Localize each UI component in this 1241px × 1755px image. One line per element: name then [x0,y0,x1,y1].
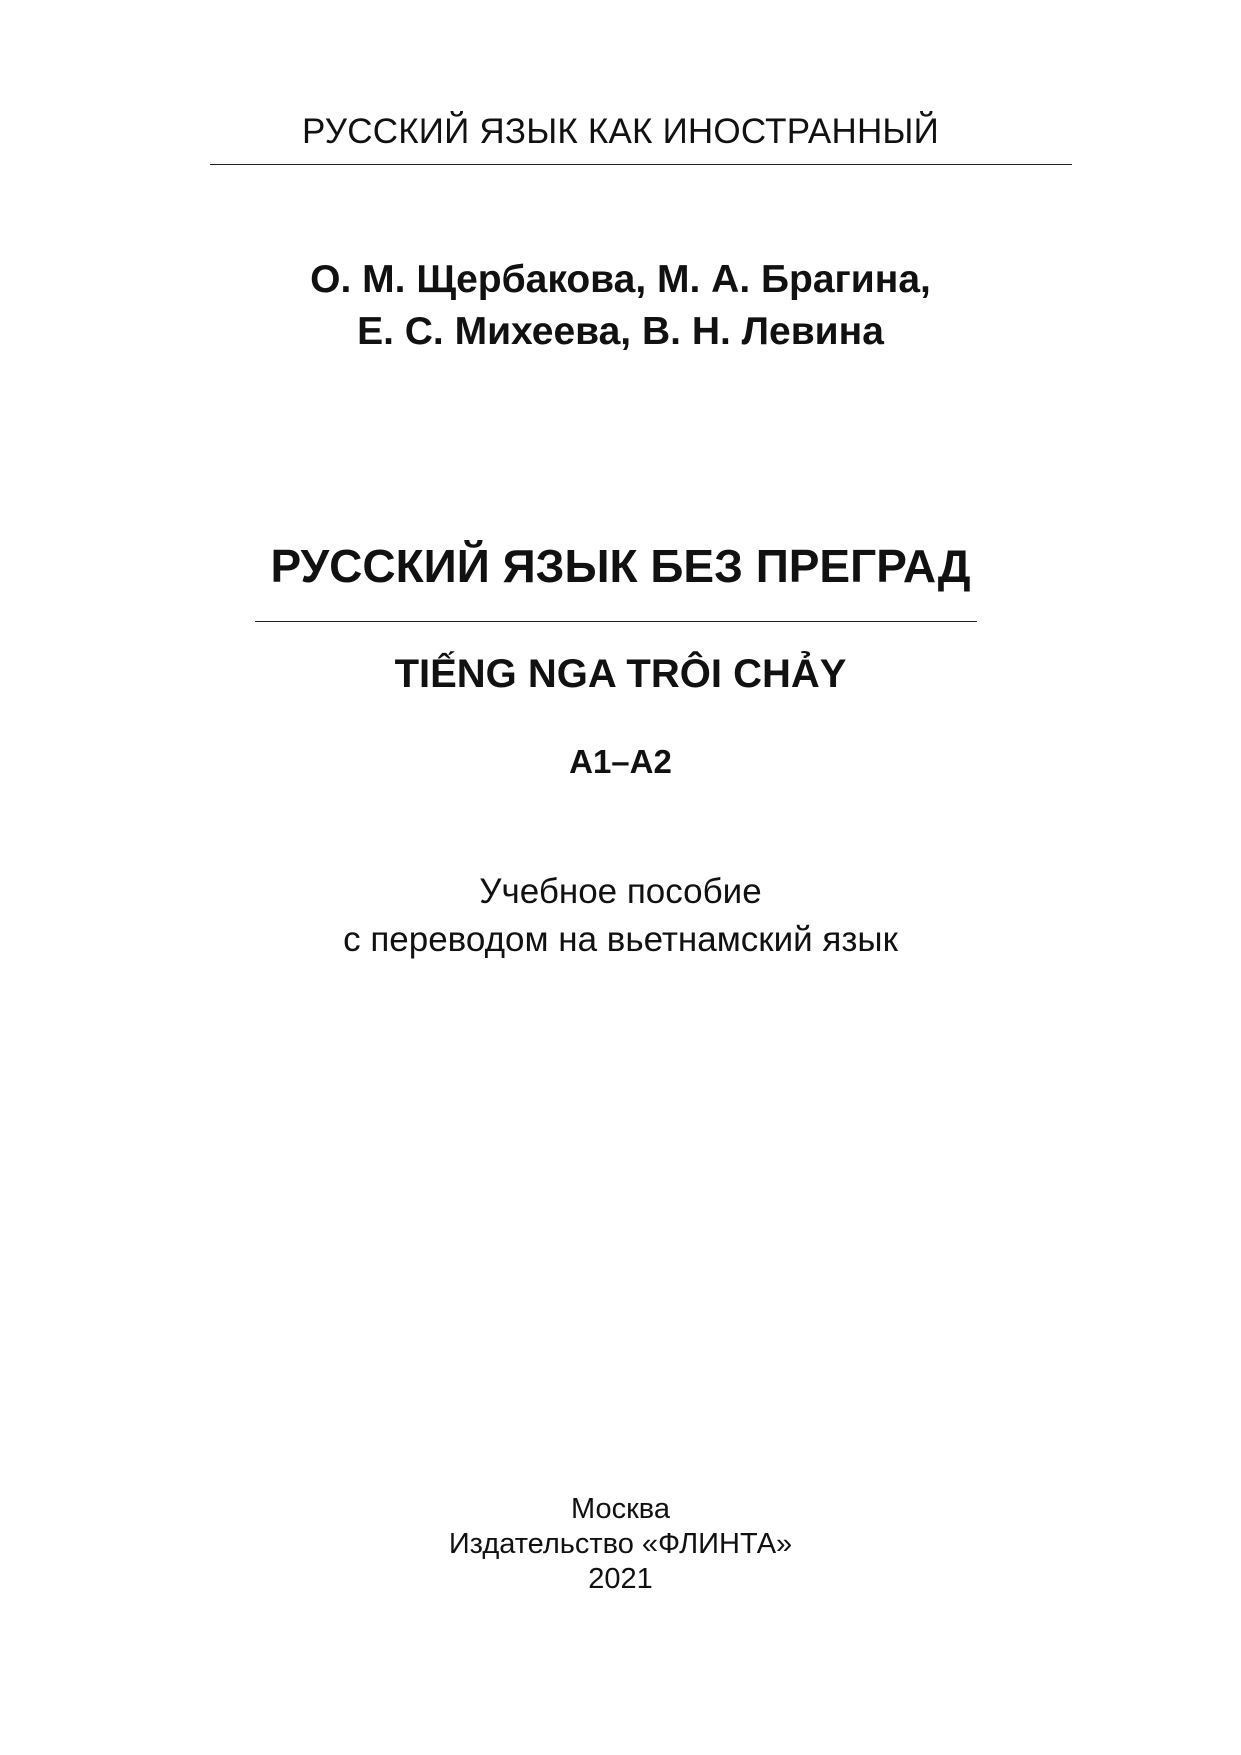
authors [0,254,1241,358]
description-line-1: Учебное пособие [479,872,762,911]
book-title: РУССКИЙ ЯЗЫК БЕЗ ПРЕГРАД [270,540,971,592]
language-level: A1–A2 [569,743,672,780]
imprint-city: Москва [570,1493,670,1525]
description-line-2: с переводом на вьетнамский язык [343,920,898,959]
authors-line-2: Е. С. Михеева, В. Н. Левина [357,310,884,353]
imprint-publisher: Издательство «ФЛИНТА» [448,1528,793,1560]
book-description [0,868,1241,964]
book-subtitle: TIẾNG NGA TRÔI CHẢY [394,652,847,696]
imprint [0,1492,1241,1597]
imprint-year: 2021 [588,1563,653,1595]
title-divider [255,621,977,622]
series-heading: РУССКИЙ ЯЗЫК КАК ИНОСТРАННЫЙ [302,112,939,151]
authors-line-1: О. М. Щербакова, М. А. Брагина, [310,258,931,301]
series-divider [210,164,1072,165]
